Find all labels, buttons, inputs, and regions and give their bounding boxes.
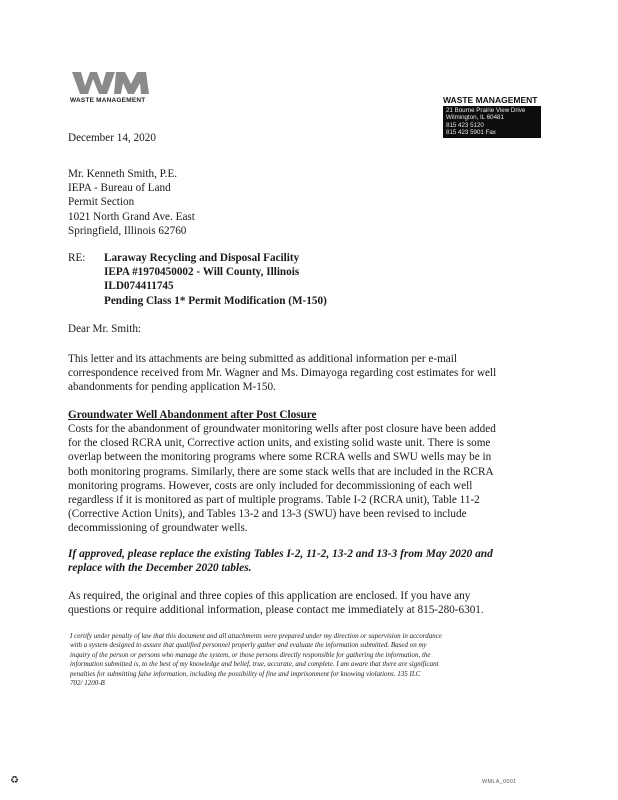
company-fax: 815 423 5901 Fax [446, 129, 496, 137]
certification-line: I certify under penalty of law that this document and all attachments were prepared under my direction or supervision in accordance [70, 632, 442, 640]
paragraph-line: both monitoring programs. Similarly, there are some stack wells that are included in the RCRA [68, 465, 494, 478]
wm-logo-mark-icon [70, 70, 156, 96]
certification-line: 702/ 1200-B [70, 679, 105, 688]
certification-line: information submitted is, to the best of my knowledge and belief, true, accurate, and complete. I am aware that there are significant [70, 660, 439, 669]
addressee-line: Permit Section [68, 196, 135, 209]
intro-paragraph [68, 352, 552, 395]
paragraph-line: As required, the original and three copies of this application are enclosed. If you have any [68, 590, 471, 602]
addressee-line: 1021 North Grand Ave. East [68, 210, 195, 223]
certification-line: penalties for submitting false information, including the possibility of fine and imprisonment for knowing violations. 135 ILC [70, 669, 421, 678]
addressee-line: IEPA - Bureau of Land [68, 182, 171, 195]
re-line: IEPA #1970450002 - Will County, Illinois [104, 266, 300, 279]
replacement-instruction [68, 547, 552, 575]
paragraph-line: regardless if it is monitored as part of multiple programs. Table I-2 (RCRA unit), Table 11-2 [68, 494, 480, 507]
paragraph-line: abandonments for pending application M-150. [68, 381, 276, 394]
paragraph-line: (Corrective Action Units), and Tables 13-2 and 13-3 (SWU) have been revised to include [68, 508, 467, 521]
paragraph-line: for the closed RCRA unit, Corrective action units, and existing solid waste unit. There is some [68, 437, 491, 450]
wm-logo-subtitle: WASTE MANAGEMENT [70, 97, 146, 104]
section-heading: Groundwater Well Abandonment after Post Closure [68, 409, 317, 421]
paragraph-line: correspondence received from Mr. Wagner and Ms. Dimayoga regarding cost estimates for well [68, 367, 497, 380]
addressee-name: Mr. Kenneth Smith, P.E. [68, 168, 178, 180]
paragraph-line: decommissioning of groundwater wells. [68, 522, 248, 535]
company-header [443, 95, 543, 138]
re-line: ILD074411745 [104, 280, 174, 293]
company-address-line: Wilmington, IL 60481 [446, 114, 504, 122]
company-name: WASTE MANAGEMENT [443, 95, 538, 105]
paragraph-line: Costs for the abandonment of groundwater monitoring wells after post closure have been added [68, 423, 496, 435]
addressee-line: Springfield, Illinois 62760 [68, 224, 187, 237]
certification-line: with a system designed to assure that qualified personnel properly gather and evaluate the information submitted. Based on my [70, 641, 427, 650]
company-phone: 815 423 5120 [446, 121, 484, 129]
paragraph-line: This letter and its attachments are being submitted as additional information per e-mail [68, 353, 457, 365]
document-code: WMLA_0001 [482, 779, 517, 785]
paragraph-line: replace with the December 2020 tables. [68, 562, 252, 575]
paragraph-line: monitoring programs. However, costs are only included for decommissioning of each well [68, 479, 473, 492]
certification-statement [70, 632, 540, 688]
addressee-block [68, 167, 195, 238]
letter-date: December 14, 2020 [68, 132, 156, 144]
re-label: RE: [68, 252, 86, 264]
re-subject [104, 251, 327, 308]
recycle-icon: ♻ [10, 775, 19, 786]
paragraph-line: If approved, please replace the existing Tables I-2, 11-2, 13-2 and 13-3 from May 2020 and [68, 548, 493, 560]
re-line: Laraway Recycling and Disposal Facility [104, 252, 300, 264]
re-line: Pending Class 1* Permit Modification (M-150) [104, 294, 327, 307]
company-address-box [443, 106, 541, 138]
wm-logo [70, 70, 160, 104]
closing-paragraph [68, 589, 552, 617]
salutation: Dear Mr. Smith: [68, 323, 142, 335]
company-address-line: 21 Bourne Prairie View Drive [446, 107, 526, 114]
abandonment-paragraph [68, 422, 552, 536]
paragraph-line: questions or require additional information, please contact me immediately at 815-280-6301. [68, 604, 484, 617]
certification-line: inquiry of the person or persons who manage the system, or those persons directly responsible for gathering the information, the [70, 650, 431, 659]
paragraph-line: overlap between the monitoring programs where some RCRA wells and SWU wells may be in [68, 451, 492, 464]
